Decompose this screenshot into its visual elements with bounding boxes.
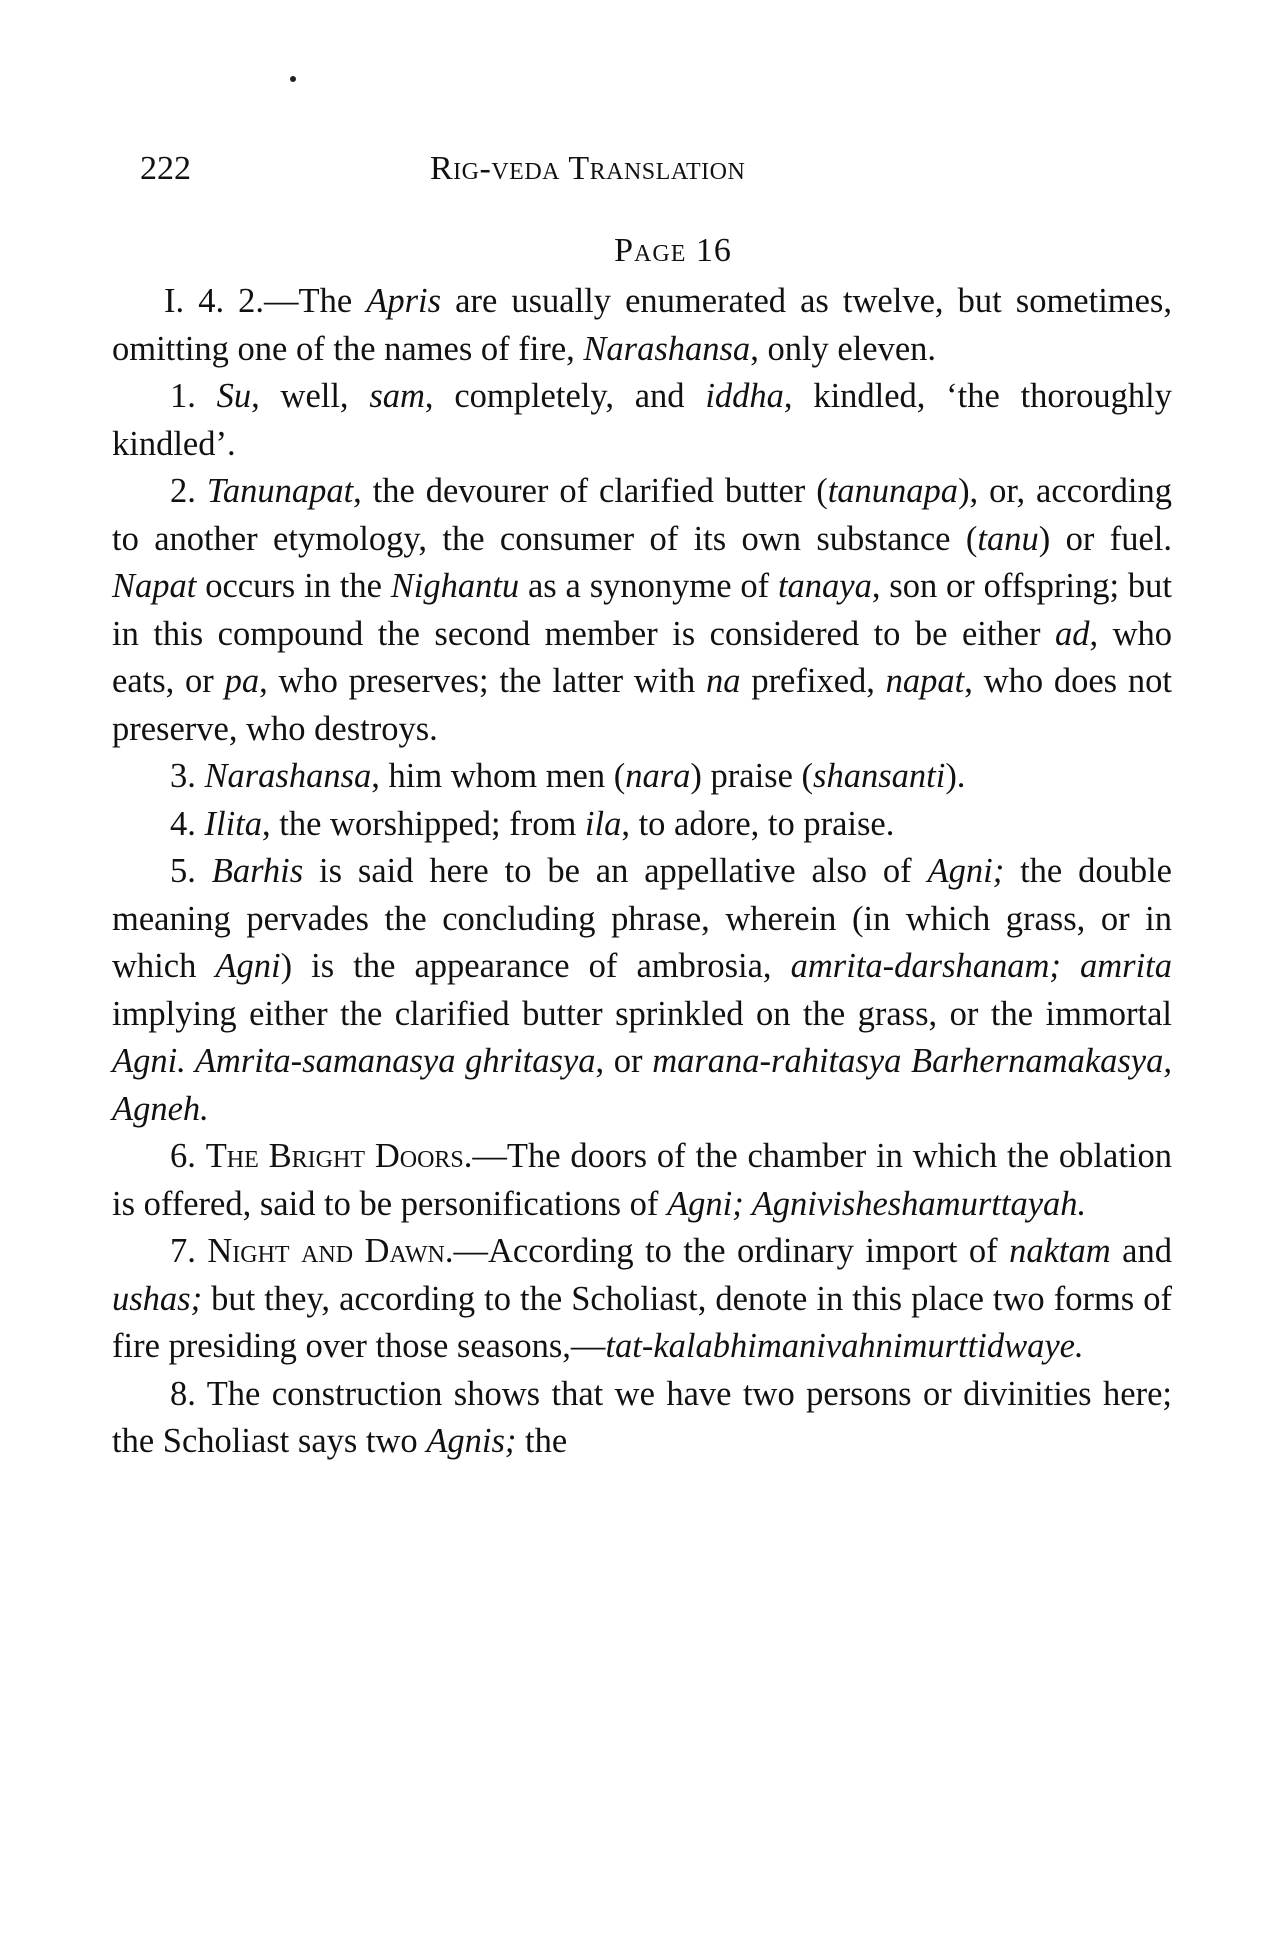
text-run: , only eleven. xyxy=(750,329,937,368)
italic-term: Agni; Agnivisheshamurttayah. xyxy=(667,1184,1087,1223)
italic-term: iddha xyxy=(705,377,784,415)
running-header xyxy=(140,150,1160,206)
italic-term: ad xyxy=(1054,614,1090,653)
text-run: 6. xyxy=(170,1137,206,1175)
italic-term: tat-kalabhimanivahnimurttidwaye. xyxy=(605,1327,1084,1365)
italic-term: Nighantu xyxy=(390,567,520,605)
text-run: , well, xyxy=(251,377,370,415)
running-title: Rig-veda Translation xyxy=(430,150,746,187)
italic-term: Napat xyxy=(112,567,197,605)
italic-term: Narashansa xyxy=(204,757,372,795)
italic-term: ila xyxy=(584,804,622,843)
text-run: implying either the clarified butter sprinkled on the grass, or the immortal xyxy=(112,994,1172,1033)
italic-term: na xyxy=(706,662,741,700)
italic-term: nara xyxy=(625,757,691,795)
italic-term: napat xyxy=(885,662,965,700)
text-run: , who preserves; the latter with xyxy=(259,662,707,700)
text-run: , to adore, to praise. xyxy=(621,804,895,843)
text-run: , kindled, ‘the thoroughly kindled’. xyxy=(112,377,1172,463)
text-run: 3. xyxy=(170,757,205,795)
text-run: 5. xyxy=(170,852,212,890)
italic-term: tanaya xyxy=(777,567,872,605)
italic-term: Apris xyxy=(366,282,442,320)
text-run: .—According to the ordinary import of xyxy=(444,1232,1010,1270)
paragraph-note-5 xyxy=(112,848,1172,1133)
text-run: 7. xyxy=(170,1232,208,1270)
italic-term: Agni; xyxy=(927,852,1005,890)
notes-body xyxy=(112,278,1172,1466)
paragraph-note-8 xyxy=(112,1371,1172,1466)
italic-term: Agni. Amrita-samanasya ghritasya xyxy=(112,1042,596,1080)
text-run: prefixed, xyxy=(740,662,886,700)
text-run: ) praise ( xyxy=(690,757,814,795)
text-run: , him whom men ( xyxy=(371,757,626,795)
text-run: , the devourer of clarified butter ( xyxy=(353,472,828,510)
italic-term: shansanti xyxy=(813,757,946,795)
italic-term: tanunapa xyxy=(827,472,959,510)
text-run: , son or offspring; but in this compound the second member is considered to be either xyxy=(112,567,1172,653)
paragraph-note-1 xyxy=(112,373,1172,468)
text-run: as a synonyme of xyxy=(519,567,778,605)
text-run: ). xyxy=(945,757,966,795)
italic-term: Agnis; xyxy=(426,1422,517,1460)
italic-term: marana-rahitasya Barhernamakasya, Agneh. xyxy=(112,1042,1172,1128)
page-number: 222 xyxy=(140,150,191,187)
section-heading: Page 16 xyxy=(614,232,732,269)
italic-term: Ilita xyxy=(204,804,262,843)
text-run: the xyxy=(516,1422,568,1460)
italic-term: ushas; xyxy=(112,1279,203,1318)
ink-speck xyxy=(290,76,296,82)
italic-term: Tanunapat xyxy=(206,472,354,510)
text-run: and xyxy=(1110,1232,1172,1270)
italic-term: amrita-darshanam; amrita xyxy=(790,947,1172,985)
text-run: I. 4. 2.—The xyxy=(164,282,367,320)
small-caps-heading: Night and Dawn xyxy=(207,1232,445,1270)
paragraph-intro xyxy=(112,278,1172,373)
text-run: 1. xyxy=(170,377,217,415)
italic-term: Barhis xyxy=(211,852,304,890)
text-run: 8. The construction shows that we have two persons or divinities here; the Scholiast says two xyxy=(112,1374,1172,1460)
italic-term: pa xyxy=(224,662,260,700)
small-caps-heading: The Bright Doors xyxy=(205,1137,464,1175)
italic-term: Agni xyxy=(215,947,281,985)
paragraph-note-7 xyxy=(112,1228,1172,1371)
paragraph-note-6 xyxy=(112,1133,1172,1228)
text-run: 4. xyxy=(170,804,205,843)
italic-term: tanu xyxy=(977,519,1039,558)
text-run: the double meaning pervades the concluding phrase, wherein (in which grass, or in which xyxy=(112,852,1172,985)
text-run: , completely, and xyxy=(424,377,706,415)
paragraph-note-4 xyxy=(112,801,1172,849)
text-run: occurs in the xyxy=(196,567,391,605)
text-run: ) or fuel. xyxy=(1038,519,1172,558)
text-run: .—The doors of the chamber in which the oblation is offered, said to be personifications of xyxy=(112,1137,1173,1223)
paragraph-note-3 xyxy=(112,753,1172,801)
text-run: ), or, according to another etymology, the consumer of its own substance ( xyxy=(112,472,1173,558)
text-run: , the worshipped; from xyxy=(262,804,585,843)
text-run: , or xyxy=(595,1042,653,1080)
text-run: but they, according to the Scholiast, denote in this place two forms of fire presiding over those seasons,— xyxy=(112,1279,1172,1365)
italic-term: naktam xyxy=(1009,1232,1111,1270)
paragraph-note-2 xyxy=(112,468,1172,753)
italic-term: Narashansa xyxy=(583,329,751,368)
italic-term: Su xyxy=(216,377,252,415)
text-run: is said here to be an appellative also of xyxy=(303,852,928,890)
italic-term: sam xyxy=(369,377,425,415)
text-run: , who eats, or xyxy=(112,614,1172,700)
text-run: ) is the appearance of ambrosia, xyxy=(280,947,791,985)
text-run: are usually enumerated as twelve, but sometimes, omitting one of the names of fire, xyxy=(112,282,1172,368)
text-run: 2. xyxy=(170,472,207,510)
text-run: , who does not preserve, who destroys. xyxy=(112,662,1172,748)
